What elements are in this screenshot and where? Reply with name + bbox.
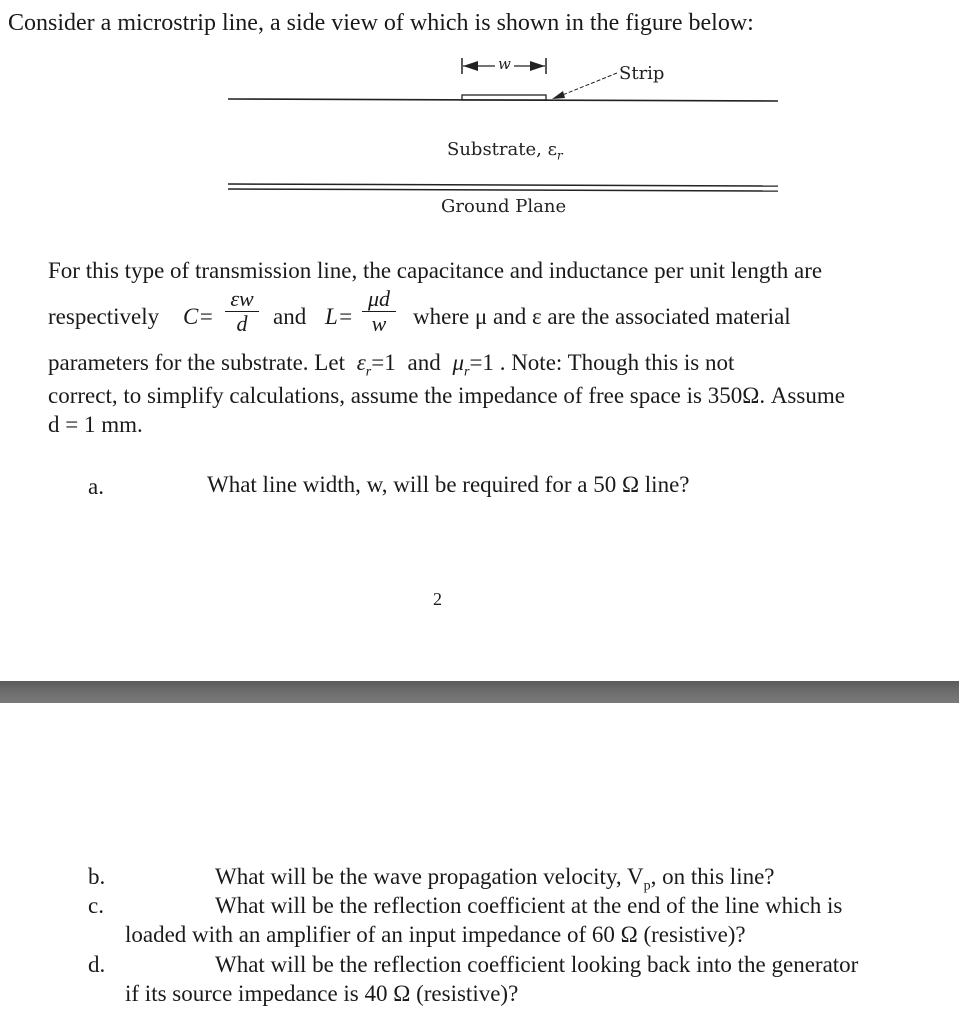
c-fraction — [225, 288, 259, 335]
para-line-4: correct, to simplify calculations, assume the impedance of free space is 350Ω. Assume — [48, 383, 845, 408]
intro-text: Consider a microstrip line, a side view of which is shown in the figure below: — [8, 10, 754, 36]
eps-eq: =1 — [371, 350, 396, 375]
question-c-text-1: What will be the reflection coefficient at the end of the line which is — [215, 893, 843, 918]
l-denominator: w — [371, 311, 387, 336]
eps-r — [356, 350, 396, 380]
respectively-text: respectively — [48, 304, 160, 329]
ground-plane-label: Ground Plane — [441, 196, 567, 217]
para-line-2-rest: where μ and ε are the associated material — [413, 304, 791, 329]
mu-sub: r — [464, 364, 470, 380]
question-b-tail: , on this line? — [650, 864, 775, 889]
eps-symbol: ε — [356, 350, 366, 375]
mu-eq: =1 — [469, 350, 494, 375]
strip-label: Strip — [619, 63, 665, 84]
c-numerator: εw — [230, 286, 254, 311]
c-lhs: C= — [183, 304, 214, 329]
substrate-label — [447, 139, 563, 163]
width-label: w — [498, 55, 511, 73]
l-numerator: μd — [367, 286, 391, 311]
l-fraction — [362, 288, 396, 335]
question-b-label: b. — [88, 864, 106, 889]
substrate-label-text: Substrate, ε — [447, 139, 557, 160]
para-line-3-b: . Note: Though this is not — [499, 350, 735, 375]
and-text: and — [273, 304, 307, 329]
page-separator — [0, 681, 959, 703]
mu-r — [452, 350, 494, 380]
and-text-2: and — [407, 350, 441, 375]
l-lhs: L= — [325, 304, 354, 329]
para-line-3 — [48, 350, 734, 381]
question-a-text: What line width, w, will be required for a 50 Ω line? — [207, 472, 690, 497]
question-d-text-1: What will be the reflection coefficient looking back into the generator — [215, 952, 859, 977]
question-b-sub: p — [643, 878, 651, 894]
question-b-text — [215, 864, 775, 895]
question-c-text-2: loaded with an amplifier of an input impedance of 60 Ω (resistive)? — [125, 922, 746, 947]
page-number: 2 — [433, 589, 442, 609]
question-a-label: a. — [88, 474, 104, 499]
question-d-label: d. — [88, 952, 106, 977]
eps-sub: r — [365, 364, 372, 380]
substrate-sub: r — [556, 148, 563, 163]
mu-symbol: μ — [452, 350, 464, 375]
c-denominator: d — [236, 311, 248, 336]
para-line-1: For this type of transmission line, the capacitance and inductance per unit length are — [48, 258, 823, 283]
para-line-3-a: parameters for the substrate. Let — [48, 350, 345, 375]
question-d-text-2: if its source impedance is 40 Ω (resistive)? — [125, 981, 519, 1006]
para-line-5: d = 1 mm. — [48, 412, 143, 437]
question-c-label: c. — [88, 893, 104, 918]
question-b-main: What will be the wave propagation velocity, V — [215, 864, 644, 889]
